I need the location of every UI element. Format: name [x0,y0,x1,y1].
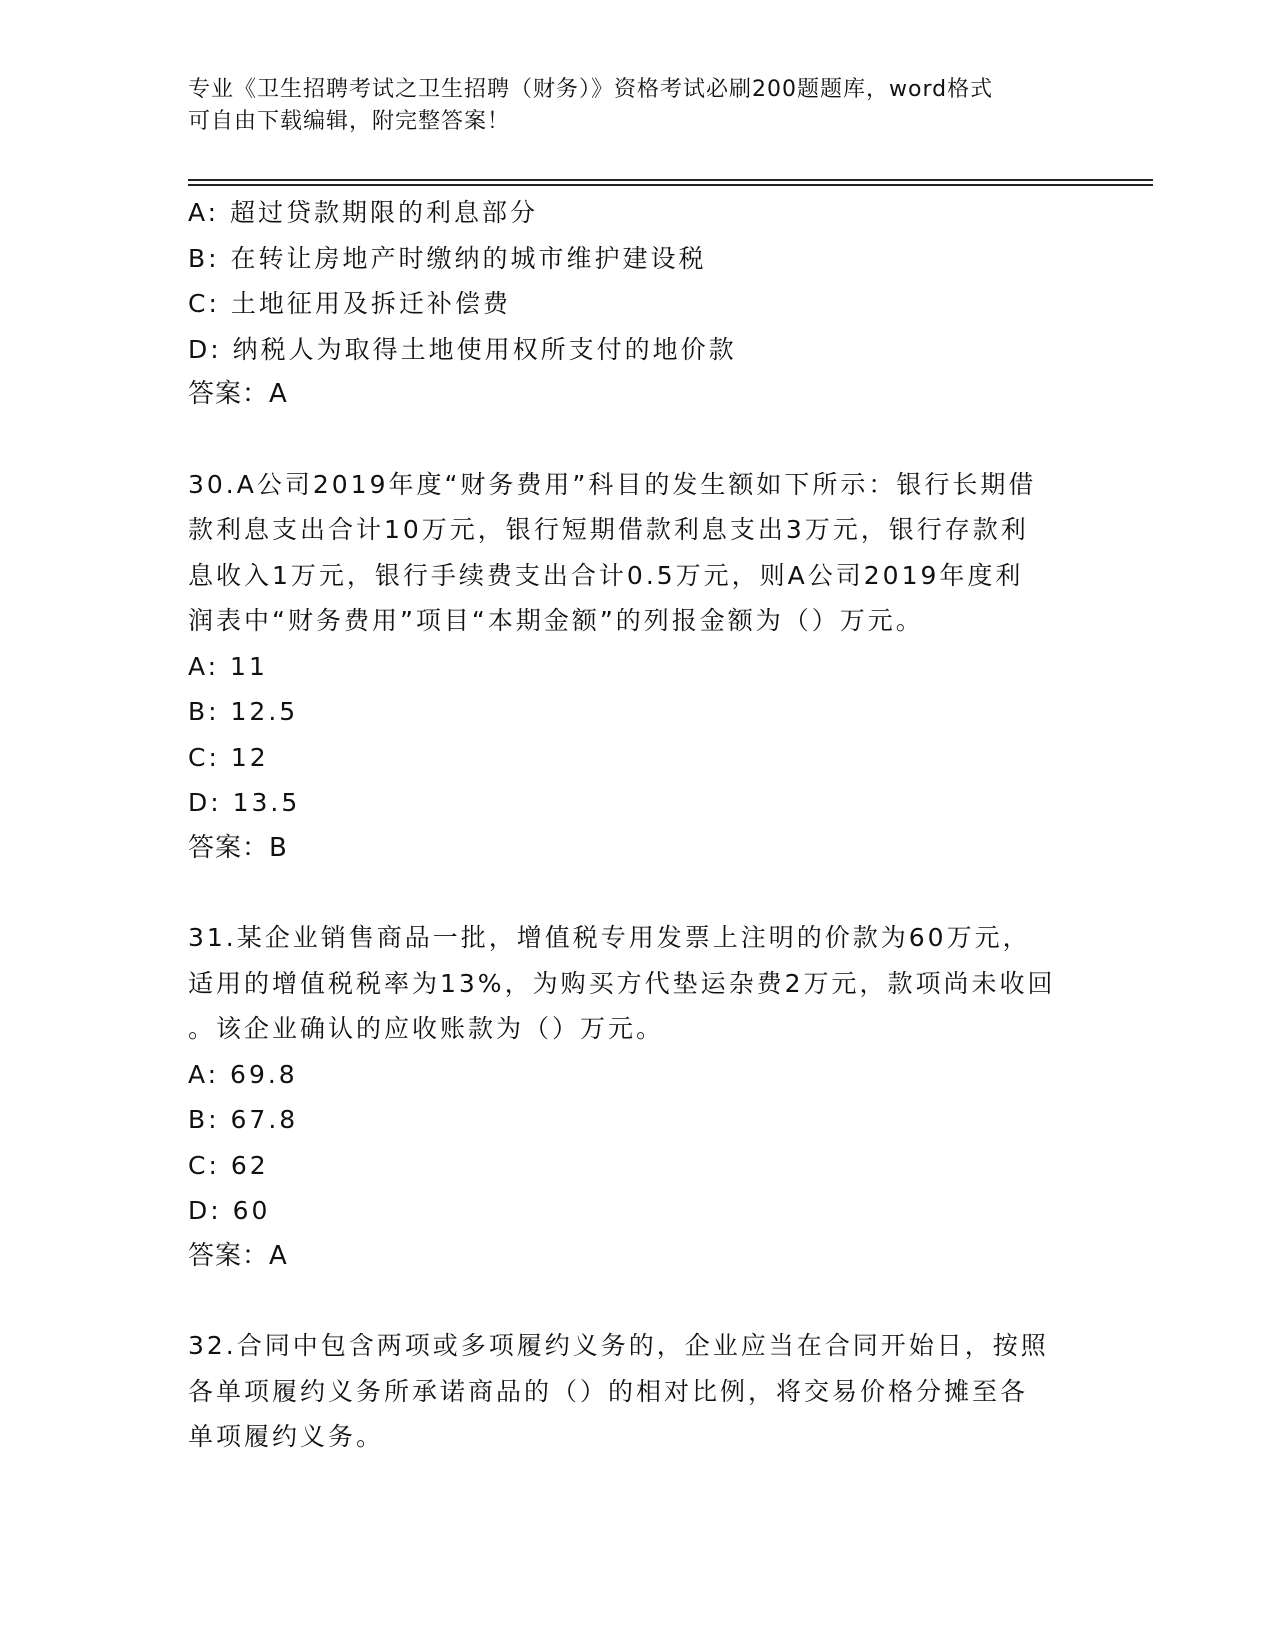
question-stem-line: 款利息支出合计10万元，银行短期借款利息支出3万元，银行存款利 [188,515,1029,544]
option-a: A: 11 [188,651,268,681]
question-stem-line: 润表中“财务费用”项目“本期金额”的列报金额为（）万元。 [188,606,924,635]
answer-line: 答案：B [188,832,288,863]
answer-line: 答案：A [188,379,288,409]
question-31 [188,915,1093,1279]
header-line: 可自由下载编辑，附完整答案！ [188,109,511,134]
option-a: A: 69.8 [188,1059,298,1089]
question-stem-line: 各单项履约义务所承诺商品的（）的相对比例，将交易价格分摊至各 [188,1376,1029,1406]
question-stem-line: 息收入1万元，银行手续费支出合计0.5万元，则A公司2019年度利 [188,560,1024,590]
question-32 [188,1323,1093,1460]
option-c: C: 土地征用及拆迁补偿费 [188,289,511,318]
question-stem-line: 适用的增值税税率为13%，为购买方代垫运杂费2万元，款项尚未收回 [188,968,1056,998]
question-stem-line: 31.某企业销售商品一批，增值税专用发票上注明的价款为60万元， [188,923,1031,952]
spacer [188,418,1093,462]
option-c: C: 62 [188,1150,269,1180]
option-c: C: 12 [188,742,269,772]
option-b: B: 67.8 [188,1105,299,1134]
answer-line: 答案：A [188,1240,288,1271]
spacer [188,1279,1093,1323]
spacer [188,871,1093,915]
option-d: D: 13.5 [188,788,301,817]
option-d: D: 纳税人为取得土地使用权所支付的地价款 [188,334,737,364]
header-line: 专业《卫生招聘考试之卫生招聘（财务）》资格考试必刷200题题库，word格式 [188,77,994,102]
option-d: D: 60 [188,1196,271,1225]
option-a: A: 超过贷款期限的利息部分 [188,198,539,227]
document-header [188,74,1068,138]
question-stem-line: 32.合同中包含两项或多项履约义务的，企业应当在合同开始日，按照 [188,1331,1049,1360]
header-rule-bottom [188,184,1153,186]
question-29 [188,190,1093,418]
option-b: B: 12.5 [188,697,299,726]
option-b: B: 在转让房地产时缴纳的城市维护建设税 [188,243,707,273]
question-30 [188,462,1093,872]
header-rule-top [188,179,1153,181]
question-stem-line: 单项履约义务。 [188,1422,385,1451]
question-list [188,190,1093,1460]
question-stem-line: 30.A公司2019年度“财务费用”科目的发生额如下所示：银行长期借 [188,469,1037,499]
question-stem-line: 。该企业确认的应收账款为（）万元。 [188,1014,665,1043]
